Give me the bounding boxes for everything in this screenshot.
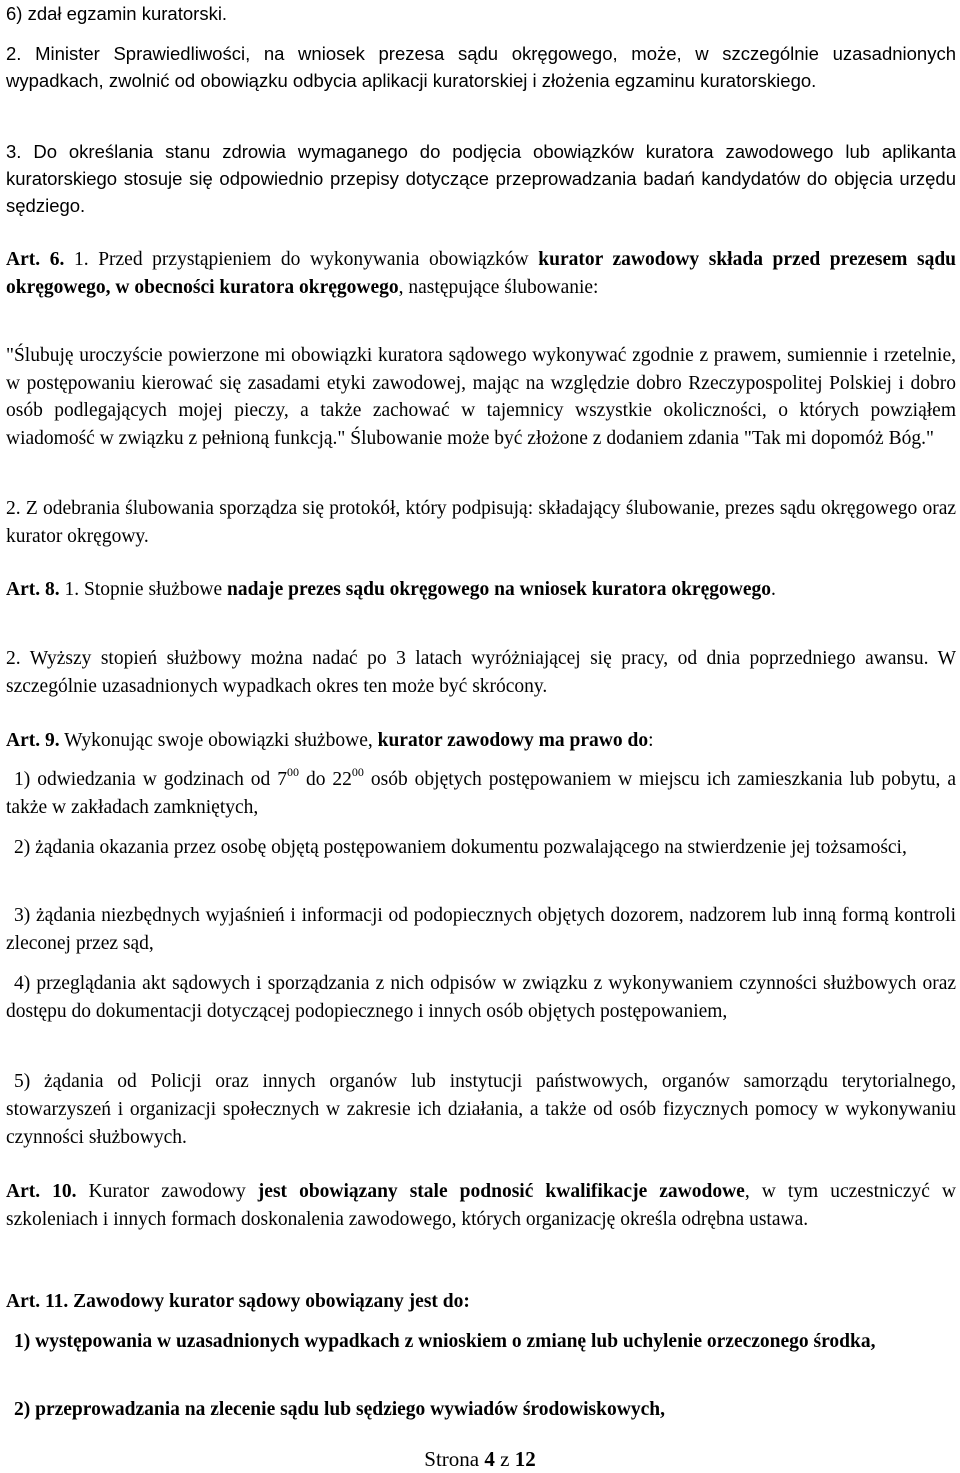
item-text: przeprowadzania na zlecenie sądu lub sędziego wywiadów środowiskowych, bbox=[35, 1399, 665, 1420]
hour-minutes: 00 bbox=[287, 765, 300, 779]
paragraph-text: Stopnie służbowe bbox=[83, 579, 223, 600]
item-number: 3) bbox=[14, 905, 31, 926]
paragraph-text-end: . bbox=[770, 579, 776, 600]
item-number: 2) bbox=[14, 1399, 31, 1420]
total-pages: 12 bbox=[514, 1447, 536, 1471]
list-item-6 bbox=[6, 0, 956, 28]
article-label: Art. 10. bbox=[6, 1181, 77, 1202]
item-number: 1) bbox=[14, 769, 31, 790]
item-number: 1) bbox=[14, 1331, 31, 1352]
item-text: zdał egzamin kuratorski. bbox=[27, 3, 228, 24]
paragraph-number: 2. bbox=[6, 648, 21, 669]
paragraph-text: Przed przystąpieniem do wykonywania obowiązków bbox=[98, 249, 529, 270]
art-10-paragraph bbox=[6, 1178, 956, 1234]
art-9-item-2 bbox=[6, 834, 956, 862]
item-text: żądania okazania przez osobę objętą postępowaniem dokumentu pozwalającego na stwierdzenie jej tożsamości, bbox=[35, 837, 907, 858]
item-number: 5) bbox=[14, 1071, 31, 1092]
article-label: Art. 6. bbox=[6, 249, 65, 270]
art-11-item-2 bbox=[6, 1396, 956, 1424]
oath-text bbox=[6, 342, 956, 452]
paragraph-number: 3. bbox=[6, 141, 22, 162]
art-8-paragraph-1 bbox=[6, 576, 956, 604]
emphasis-text: kurator zawodowy składa przed prezesem sądu okręgowego, w obecności kuratora okręgowego bbox=[6, 249, 957, 298]
emphasis-text: kurator zawodowy ma prawo do bbox=[377, 730, 649, 751]
emphasis-text: jest obowiązany stale podnosić kwalifikacje zawodowe bbox=[257, 1181, 745, 1202]
art-9-item-5 bbox=[6, 1068, 956, 1152]
intro-text: Zawodowy kurator sądowy obowiązany jest do: bbox=[73, 1291, 470, 1312]
art-11-intro bbox=[6, 1288, 956, 1316]
paragraph-number: 2. bbox=[6, 43, 22, 64]
art-6-paragraph-2 bbox=[6, 495, 956, 551]
article-label: Art. 11. bbox=[6, 1291, 69, 1312]
art-8-paragraph-2 bbox=[6, 645, 956, 701]
item-number: 2) bbox=[14, 837, 31, 858]
item-number: 6) bbox=[6, 3, 23, 24]
paragraph-text: Do określania stanu zdrowia wymaganego do podjęcia obowiązków kuratora zawodowego lub aplikanta kuratorskiego stosuje się odpowiednio przepisy dotyczące przeprowadzania badań kandydatów do objęcia urzędu sędziego. bbox=[6, 141, 956, 216]
page-footer bbox=[0, 1445, 960, 1473]
intro-text-end: : bbox=[648, 730, 654, 751]
oath-content: "Ślubuję uroczyście powierzone mi obowiązki kuratora sądowego wykonywać zgodnie z prawem, sumiennie i rzetelnie, w postępowaniu kierować się zasadami etyki zawodowej, mając na względzie dobro Rzeczypospolitej Polskiej i dobro osób podlegających mojej pieczy, a także zachować w tajemnicy wszystkie okoliczności, o których powziąłem wiadomość w związku z pełnioną funkcją." Ślubowanie może być złożone z dodaniem zdania "Tak mi dopomóż Bóg." bbox=[6, 345, 956, 449]
paragraph-number: 1. bbox=[73, 249, 89, 270]
paragraph-text: Wyższy stopień służbowy można nadać po 3 latach wyróżniającej się pracy, od dnia poprzedniego awansu. W szczególnie uzasadnionych wypadkach okres ten może być skrócony. bbox=[6, 648, 956, 697]
article-label: Art. 8. bbox=[6, 579, 60, 600]
art-9-item-1 bbox=[6, 766, 956, 822]
item-text: do 22 bbox=[299, 769, 352, 790]
paragraph-text: Kurator zawodowy bbox=[88, 1181, 246, 1202]
item-text: żądania od Policji oraz innych organów lub instytucji państwowych, organów samorządu terytorialnego, stowarzyszeń i organizacji społecznych w zakresie ich działania, a także od osób fizycznych pomocy w wykonywaniu czynności służbowych. bbox=[6, 1071, 956, 1148]
paragraph-text-end: , w tym uczestniczyć w szkoleniach i innych formach doskonalenia zawodowego, których organizację określa odrębna ustawa. bbox=[6, 1181, 957, 1230]
art-9-intro bbox=[6, 727, 956, 755]
paragraph-3 bbox=[6, 138, 956, 219]
art-11-item-1 bbox=[6, 1328, 956, 1356]
article-label: Art. 9. bbox=[6, 730, 60, 751]
art-9-item-3 bbox=[6, 902, 956, 958]
item-text: osób objętych postępowaniem w miejscu ich zamieszkania lub pobytu, a także w zakładach zamkniętych, bbox=[6, 769, 956, 818]
paragraph-text-end: , następujące ślubowanie: bbox=[398, 277, 599, 298]
item-text: żądania niezbędnych wyjaśnień i informacji od podopiecznych objętych dozorem, nadzorem lub inną formą kontroli zleconej przez sąd, bbox=[6, 905, 957, 954]
current-page-number: 4 bbox=[484, 1447, 495, 1471]
item-text: przeglądania akt sądowych i sporządzania z nich odpisów w związku z wykonywaniem czynności służbowych oraz dostępu do dokumentacji dotyczącej podopiecznego i innych osób objętych postępowaniem, bbox=[6, 973, 957, 1022]
art-6-paragraph-1 bbox=[6, 246, 956, 302]
paragraph-number: 1. bbox=[64, 579, 80, 600]
paragraph-text: Z odebrania ślubowania sporządza się protokół, który podpisują: składający ślubowanie, prezes sądu okręgowego oraz kurator okręgowy. bbox=[6, 498, 957, 547]
intro-text: Wykonując swoje obowiązki służbowe, bbox=[64, 730, 373, 751]
item-number: 4) bbox=[14, 973, 31, 994]
item-text: odwiedzania w godzinach od 7 bbox=[37, 769, 288, 790]
paragraph-number: 2. bbox=[6, 498, 21, 519]
paragraph-2 bbox=[6, 40, 956, 94]
item-text: występowania w uzasadnionych wypadkach z wnioskiem o zmianę lub uchylenie orzeczonego środka, bbox=[35, 1331, 876, 1352]
paragraph-text: Minister Sprawiedliwości, na wniosek prezesa sądu okręgowego, może, w szczególnie uzasadnionych wypadkach, zwolnić od obowiązku odbycia aplikacji kuratorskiej i złożenia egzaminu kuratorskiego. bbox=[6, 43, 956, 91]
art-9-item-4 bbox=[6, 970, 956, 1026]
footer-prefix: Strona bbox=[424, 1447, 480, 1471]
emphasis-text: nadaje prezes sądu okręgowego na wniosek kuratora okręgowego bbox=[226, 579, 771, 600]
hour-minutes: 00 bbox=[351, 765, 364, 779]
footer-separator: z bbox=[500, 1447, 510, 1471]
